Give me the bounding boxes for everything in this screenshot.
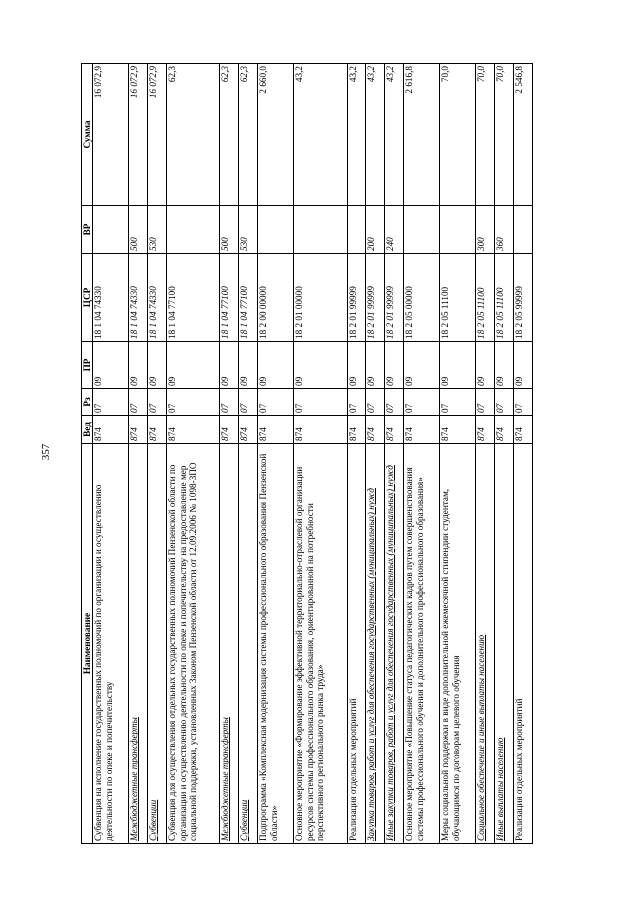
cell-rz: 07 [514,389,533,416]
cell-rz: 07 [129,389,148,416]
cell-ved: 874 [294,416,347,444]
table-row [220,64,239,844]
cell-name: Межбюджетные трансферты [220,444,239,844]
cell-rz: 07 [294,389,347,416]
cell-rz: 07 [347,389,366,416]
cell-rz: 07 [220,389,239,416]
rotated-table-container [81,64,533,844]
cell-rz: 07 [495,389,514,416]
cell-rz: 07 [258,389,294,416]
cell-csr: 18 1 04 74330 [93,254,129,342]
cell-pr: 09 [385,342,404,389]
cell-sum: 62,3 [239,64,258,206]
cell-ved: 874 [404,416,440,444]
cell-sum: 2 546,8 [514,64,533,206]
cell-name: Закупка товаров, работ и услуг для обеспечения государственных (муниципальных) нужд [366,444,385,844]
cell-vr [93,206,129,254]
cell-name: Социальное обеспечение и иные выплаты населению [476,444,495,844]
cell-sum: 62,3 [220,64,239,206]
col-header-pr: ПР [82,342,93,389]
cell-ved: 874 [93,416,129,444]
cell-csr: 18 1 04 77100 [167,254,220,342]
cell-csr: 18 2 05 11100 [440,254,476,342]
cell-vr: 360 [495,206,514,254]
cell-vr: 530 [239,206,258,254]
cell-pr: 09 [404,342,440,389]
cell-csr: 18 2 01 99999 [366,254,385,342]
cell-sum: 70,0 [495,64,514,206]
cell-csr: 18 2 01 00000 [294,254,347,342]
table-header-row [82,64,93,844]
cell-pr: 09 [514,342,533,389]
cell-pr: 09 [220,342,239,389]
table-row [93,64,129,844]
cell-sum: 43,2 [366,64,385,206]
cell-rz: 07 [385,389,404,416]
cell-sum: 43,2 [294,64,347,206]
cell-ved: 874 [514,416,533,444]
cell-vr: 240 [385,206,404,254]
cell-name: Реализация отдельных мероприятий [514,444,533,844]
cell-vr: 500 [220,206,239,254]
cell-name: Основное мероприятие «Формирование эффективной территориально-отраслевой организации ресурсов системы профессионального образования, ориентированной на потребности перспективного регионального рынка труда» [294,444,347,844]
cell-ved: 874 [258,416,294,444]
cell-rz: 07 [167,389,220,416]
cell-ved: 874 [129,416,148,444]
table-row [495,64,514,844]
cell-name: Реализация отдельных мероприятий [347,444,366,844]
table-row [404,64,440,844]
cell-vr [258,206,294,254]
col-header-name: Наименование [82,444,93,844]
col-header-sum: Сумма [82,64,93,206]
cell-rz: 07 [440,389,476,416]
cell-sum: 43,2 [385,64,404,206]
cell-vr [514,206,533,254]
cell-rz: 07 [476,389,495,416]
page-number: 357 [40,443,52,461]
cell-pr: 09 [93,342,129,389]
cell-name: Подпрограмма «Комплексная модернизация системы профессионального образования Пензенской области» [258,444,294,844]
cell-name: Субвенции [239,444,258,844]
table-body [93,64,533,844]
cell-csr: 18 2 01 99999 [347,254,366,342]
table-row [476,64,495,844]
cell-sum: 43,2 [347,64,366,206]
col-header-rz: Рз [82,389,93,416]
cell-ved: 874 [495,416,514,444]
cell-rz: 07 [148,389,167,416]
cell-csr: 18 1 04 77100 [239,254,258,342]
table-row [440,64,476,844]
table-row [294,64,347,844]
cell-rz: 07 [404,389,440,416]
cell-sum: 16 072,9 [129,64,148,206]
cell-vr [440,206,476,254]
cell-ved: 874 [239,416,258,444]
cell-name: Иные закупки товаров, работ и услуг для обеспечения государственных (муниципальных) нужд [385,444,404,844]
cell-pr: 09 [167,342,220,389]
cell-csr: 18 2 05 99999 [514,254,533,342]
cell-sum: 16 072,9 [148,64,167,206]
cell-csr: 18 2 05 11100 [476,254,495,342]
cell-ved: 874 [148,416,167,444]
cell-rz: 07 [239,389,258,416]
cell-name: Субвенция на исполнение государственных полномочий по организации и осуществлению деятельности по опеке и попечительству [93,444,129,844]
cell-csr: 18 1 04 74330 [148,254,167,342]
col-header-csr: ЦСР [82,254,93,342]
cell-vr [404,206,440,254]
table-row [239,64,258,844]
cell-pr: 09 [366,342,385,389]
cell-vr: 200 [366,206,385,254]
cell-rz: 07 [93,389,129,416]
cell-ved: 874 [476,416,495,444]
cell-vr [167,206,220,254]
table-row [167,64,220,844]
table-row [366,64,385,844]
cell-ved: 874 [366,416,385,444]
cell-sum: 2 660,0 [258,64,294,206]
col-header-vr: ВР [82,206,93,254]
col-header-ved: Вед [82,416,93,444]
cell-csr: 18 1 04 74330 [129,254,148,342]
cell-sum: 16 072,9 [93,64,129,206]
budget-table [81,63,533,844]
cell-pr: 09 [347,342,366,389]
cell-vr: 500 [129,206,148,254]
cell-pr: 09 [440,342,476,389]
cell-name: Иные выплаты населению [495,444,514,844]
cell-sum: 62,3 [167,64,220,206]
cell-name: Меры социальной поддержки в виде дополнительной ежемесячной стипендии студентам, обучающимся по договорам целевого обучения [440,444,476,844]
cell-csr: 18 2 05 11100 [495,254,514,342]
table-row [385,64,404,844]
cell-sum: 2 616,8 [404,64,440,206]
cell-vr [347,206,366,254]
cell-pr: 09 [258,342,294,389]
cell-vr: 530 [148,206,167,254]
cell-pr: 09 [495,342,514,389]
cell-ved: 874 [347,416,366,444]
cell-pr: 09 [294,342,347,389]
cell-pr: 09 [239,342,258,389]
cell-vr [294,206,347,254]
cell-csr: 18 2 00 00000 [258,254,294,342]
cell-ved: 874 [167,416,220,444]
cell-ved: 874 [220,416,239,444]
cell-sum: 70,0 [476,64,495,206]
cell-name: Межбюджетные трансферты [129,444,148,844]
cell-name: Субвенция для осуществления отдельных государственных полномочий Пензенской области по организации и осуществлению деятельности по опеке и попечительству на предоставление мер социальной поддержки, установленных Законом Пензенской области от 12.09.2006 № 1098-ЗПО [167,444,220,844]
table-row [148,64,167,844]
cell-csr: 18 2 05 00000 [404,254,440,342]
cell-csr: 18 2 01 99999 [385,254,404,342]
cell-pr: 09 [129,342,148,389]
table-row [129,64,148,844]
table-row [514,64,533,844]
cell-pr: 09 [476,342,495,389]
table-row [347,64,366,844]
cell-csr: 18 1 04 77100 [220,254,239,342]
cell-vr: 300 [476,206,495,254]
cell-sum: 70,0 [440,64,476,206]
cell-ved: 874 [385,416,404,444]
cell-rz: 07 [366,389,385,416]
cell-name: Субвенции [148,444,167,844]
cell-name: Основное мероприятие «Повышение статуса педагогических кадров путем совершенствования системы профессионального обучения и дополнительного профессионального образования» [404,444,440,844]
cell-ved: 874 [440,416,476,444]
table-row [258,64,294,844]
cell-pr: 09 [148,342,167,389]
